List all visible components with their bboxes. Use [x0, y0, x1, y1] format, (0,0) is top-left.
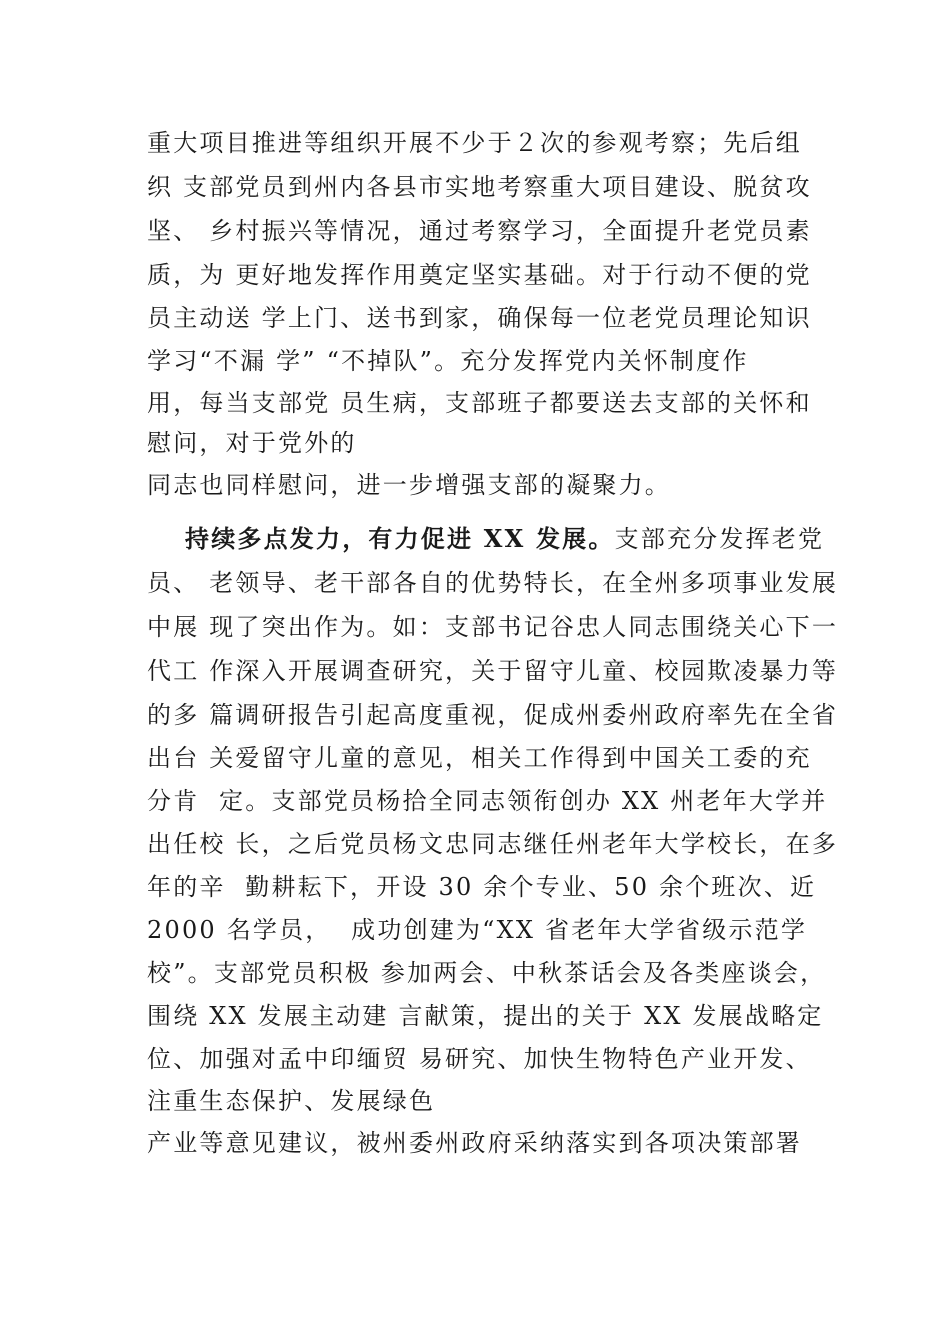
paragraph-2-line-13: 位、加强对孟中印缅贸 易研究、加快生物特色产业开发、 [147, 1045, 812, 1073]
paragraph-2-line-4: 代工 作深入开展调查研究，关于留守儿童、校园欺凌暴力等 [147, 657, 839, 685]
paragraph-2-line-9: 年的辛 勤耕耘下，开设 30 余个专业、50 余个班次、近 [147, 873, 817, 901]
paragraph-1-line-6: 学习“不漏 学” “不掉队”。充分发挥党内关怀制度作 [147, 347, 749, 375]
paragraph-2-first-line-rest: 支部充分发挥老党 [614, 525, 825, 553]
paragraph-1-line-9: 同志也同样慰问，进一步增强支部的凝聚力。 [147, 471, 671, 499]
paragraph-2-line-2: 员、 老领导、老干部各自的优势特长，在全州多项事业发展 [147, 569, 839, 597]
paragraph-2-line-7: 分肯 定。支部党员杨拾全同志领衔创办 XX 州老年大学并 [147, 787, 828, 815]
paragraph-2-line-10: 2000 名学员， 成功创建为“XX 省老年大学省级示范学 [147, 916, 808, 944]
paragraph-2-line-11: 校”。支部党员积极 参加两会、中秋茶话会及各类座谈会， [147, 959, 827, 987]
paragraph-2-line-5: 的多 篇调研报告引起高度重视，促成州委州政府率先在全省 [147, 701, 839, 729]
paragraph-2-line-3: 中展 现了突出作为。如：支部书记谷忠人同志围绕关心下一 [147, 613, 839, 641]
paragraph-2-line-6: 出台 关爱留守儿童的意见，相关工作得到中国关工委的充 [147, 744, 812, 772]
paragraph-1-line-7: 用，每当支部党 员生病，支部班子都要送去支部的关怀和 [147, 389, 812, 417]
paragraph-2-bold-lead: 持续多点发力，有力促进 XX 发展。 [185, 524, 615, 553]
paragraph-2-line-15: 产业等意见建议，被州委州政府采纳落实到各项决策部署 [147, 1129, 802, 1157]
paragraph-1-line-1: 重大项目推进等组织开展不少于２次的参观考察；先后组 [147, 129, 802, 157]
paragraph-1-line-8: 慰问，对于党外的 [147, 429, 357, 457]
paragraph-1-line-2: 织 支部党员到州内各县市实地考察重大项目建设、脱贫攻 [147, 173, 812, 201]
paragraph-1-line-5: 员主动送 学上门、送书到家，确保每一位老党员理论知识 [147, 304, 812, 332]
paragraph-1-line-3: 坚、 乡村振兴等情况，通过考察学习，全面提升老党员素 [147, 217, 812, 245]
paragraph-2-line-12: 围绕 XX 发展主动建 言献策，提出的关于 XX 发展战略定 [147, 1002, 824, 1030]
paragraph-2-line-8: 出任校 长，之后党员杨文忠同志继任州老年大学校长，在多 [147, 830, 839, 858]
paragraph-2-line-1 [185, 524, 824, 554]
paragraph-1-line-4: 质，为 更好地发挥作用奠定坚实基础。对于行动不便的党 [147, 261, 812, 289]
paragraph-2-line-14: 注重生态保护、发展绿色 [147, 1087, 436, 1115]
